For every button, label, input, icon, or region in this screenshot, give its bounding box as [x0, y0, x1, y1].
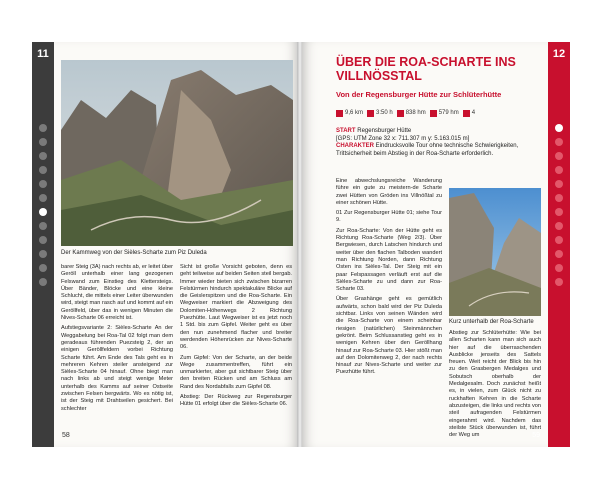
duration-icon — [367, 110, 374, 117]
right-page-number: 59 — [532, 432, 540, 439]
descent-icon — [430, 110, 437, 117]
left-photo-caption: Der Kammweg von der Sièles-Scharte zum Piz Duleda — [61, 250, 207, 256]
left-text-column-1: barer Steig (3A) nach rechts ab, er leitet über Geröll unterhalb einer lang gezogenen Felswand zum Einstieg des Klettersteigs. Über Bänder, Blöcke und eine kleine Schlucht, die mittels einer Leiter überwunden wird, steigt man rasch auf und kommt auf ein Geröllfeld, über das in wenigen Minuten die Nives-Scharte 06 erreicht ist. Aufstiegsvariante 2: Sièles-Scharte An der Weggabelung bei Roa-Tal 02 folgt man dem geradeaus führenden Puezsteig 2, der an einigen Geröllfeldern vorbei Richtung Scharte führt. Am Ende des Tals geht es in mehreren Kehren steiler ansteigend zur Sièles-Scharte 04 hinauf. Ohne biegt man nach links ab und steigt wenige Meter unterhalb des Kamms auf seiner Ostseite zwischen Felsen bergwärts. Wo es nötig ist, ist der Steig mit Drahtseilen gesichert. Bei schlechter — [61, 264, 173, 412]
left-page — [32, 42, 298, 447]
right-page-tabs — [548, 118, 570, 292]
right-text-column-1: Eine abwechslungsreiche Wanderung führe ein gute zu meistern-de Scharte zwei Hütten von Gröden ins Villnößtal zu einer schönen Hütte. 01 Zur Regensburger Hütte 01; siehe Tour 9. Zur Roa-Scharte: Von der Hütte geht es Richtung Roa-Scharte (Weg 2/3). Über Bergwiesen, durch Latschen hindurch und weiter über den flachen Talboden wandert man Richtung Norden, dann Richtung Osten ins Sièles-Tal. Der Steig mit ein paar Felspassagen verläuft erst auf die Sièles-Scharte zu und dann zur Roa-Scharte 03. Über Grashänge geht es gemütlich aufwärts, schon bald wird der Piz Duleda sichtbar. Links von seinen Wänden wird die Roa-Scharte von einem scheinbar riesigen (natürlichen) Steinmännchen gekrönt. Beim Schlussanstieg geht es in wenigen Kehren über den Geröllhang hinauf zur Roa-Scharte 03. Hier stößt man auf den Dolomitenweg 2, der nach rechts hinauf zur Nives-Scharte und weiter zur Puezhütte führt. — [336, 178, 442, 376]
ascent-icon — [397, 110, 404, 117]
tour-subtitle: Von der Regensburger Hütte zur Schlüterhütte — [336, 90, 502, 99]
left-page-tour-number: 11 — [37, 48, 49, 60]
left-page-tabs — [32, 118, 54, 292]
difficulty-icon — [463, 110, 470, 117]
left-text-column-2: Sicht ist große Vorsicht geboten, denn es geht teilweise auf beiden Seiten steil bergab. Immer wieder bieten sich zwischen bizarren Felstürmen hindurch spektakuläre Blicke auf die Geislerspitzen und die Roa-Scharte. Ein Wegweiser markiert die Abzweigung des Dolomiten-Höhenwegs 2 Richtung Puezhütte. Laut Wegweiser ist es jetzt noch 1 Std. bis zum Gipfel. Weiter geht es über den nun zunehmend flacher und breiter werdenden Höhenrücken zur Nives-Scharte 06. Zum Gipfel: Von der Scharte, an der beide Wege zusammentreffen, führt ein unmarkierter, aber gut sichtbarer Steig über den breiten Rücken und am Schluss am Rand des Nordabfalls zum Gipfel 08. Abstieg: Der Rückweg zur Regensburger Hütte 01 erfolgt über die Sièles-Scharte 06. — [180, 264, 292, 408]
right-photo-caption: Kurz unterhalb der Roa-Scharte — [449, 319, 534, 325]
left-mountain-photo — [61, 60, 293, 246]
right-page-tour-number: 12 — [552, 48, 566, 60]
tour-title: ÜBER DIE ROA-SCHARTE INS VILLNÖSSTAL — [336, 55, 516, 83]
right-text-column-2: Abstieg zur Schlüterhütte: Wie bei allen Scharten kann man sich auch hier auf die überraschenden Ausblicke jenseits des Sattels freuen. Weit reicht der Blick bis hin zu den Grasbergen Medalges und Sobutsch oberhalb der Medalgesalm. Doch zunächst heißt es, in vielen, zum Glück nicht zu ruckhaften Kehren in die Scharte abzusteigen, die links und rechts von steil aufragenden Felstürmen eingerahmt wird. Nachdem das steilste Stück überwunden ist, führt der Weg um — [449, 330, 541, 439]
open-book — [32, 42, 570, 447]
tour-stats: 9,6 km 3:50 h 838 hm 579 hm 4 — [336, 106, 546, 120]
tour-info: START Regensburger Hütte [GPS: UTM Zone 32 x: 711.307 m y: 5.163.015 m] CHARAKTER Eindrucksvolle Tour ohne technische Schwierigkeiten, Trittsicherheit beim Abstieg in der Roa-Scharte erforderlich. — [336, 128, 519, 157]
distance-icon — [336, 110, 343, 117]
left-page-number: 58 — [62, 432, 70, 439]
right-mountain-photo — [449, 188, 541, 316]
right-page — [302, 42, 570, 447]
